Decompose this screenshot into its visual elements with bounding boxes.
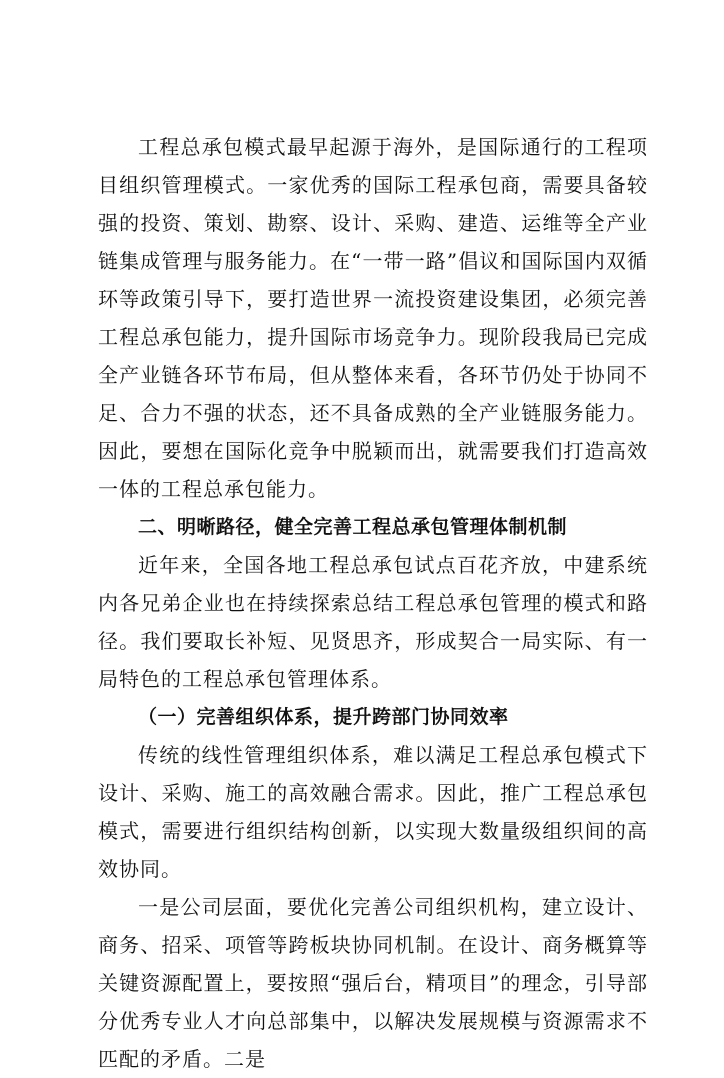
subsection-heading: （一）完善组织体系，提升跨部门协同效率 <box>138 706 509 728</box>
intro-paragraph: 工程总承包模式最早起源于海外，是国际通行的工程项目组织管理模式。一家优秀的国际工程承包商，需要具备较强的投资、策划、勘察、设计、采购、建造、运维等全产业链集成管理与服务能力。在“一带一路”倡议和国际国内双循环等政策引导下，要打造世界一流投资建设集团，必须完善工程总承包能力，提升国际市场竞争力。现阶段我局已完成全产业链各环节布局，但从整体来看，各环节仍处于协同不足、合力不强的状态，还不具备成熟的全产业链服务能力。因此，要想在国际化竞争中脱颖而出，就需要我们打造高效一体的工程总承包能力。 <box>98 135 648 501</box>
section-heading: 二、明晰路径，健全完善工程总承包管理体制机制 <box>138 516 568 538</box>
section-body-paragraph: 近年来，全国各地工程总承包试点百花齐放，中建系统内各兄弟企业也在持续探索总结工程总承包管理的模式和路径。我们要取长补短、见贤思齐，形成契合一局实际、有一局特色的工程总承包管理体系。 <box>98 553 648 691</box>
document-body <box>98 128 648 1078</box>
subsection-body-paragraph: 传统的线性管理组织体系，难以满足工程总承包模式下设计、采购、施工的高效融合需求。因此，推广工程总承包模式，需要进行组织结构创新，以实现大数量级组织间的高效协同。 <box>98 743 648 881</box>
point-one-paragraph: 一是公司层面，要优化完善公司组织机构，建立设计、商务、招采、项管等跨板块协同机制。在设计、商务概算等关键资源配置上，要按照“强后台，精项目”的理念，引导部分优秀专业人才向总部集中，以解决发展规模与资源需求不匹配的矛盾。二是 <box>98 895 648 1071</box>
